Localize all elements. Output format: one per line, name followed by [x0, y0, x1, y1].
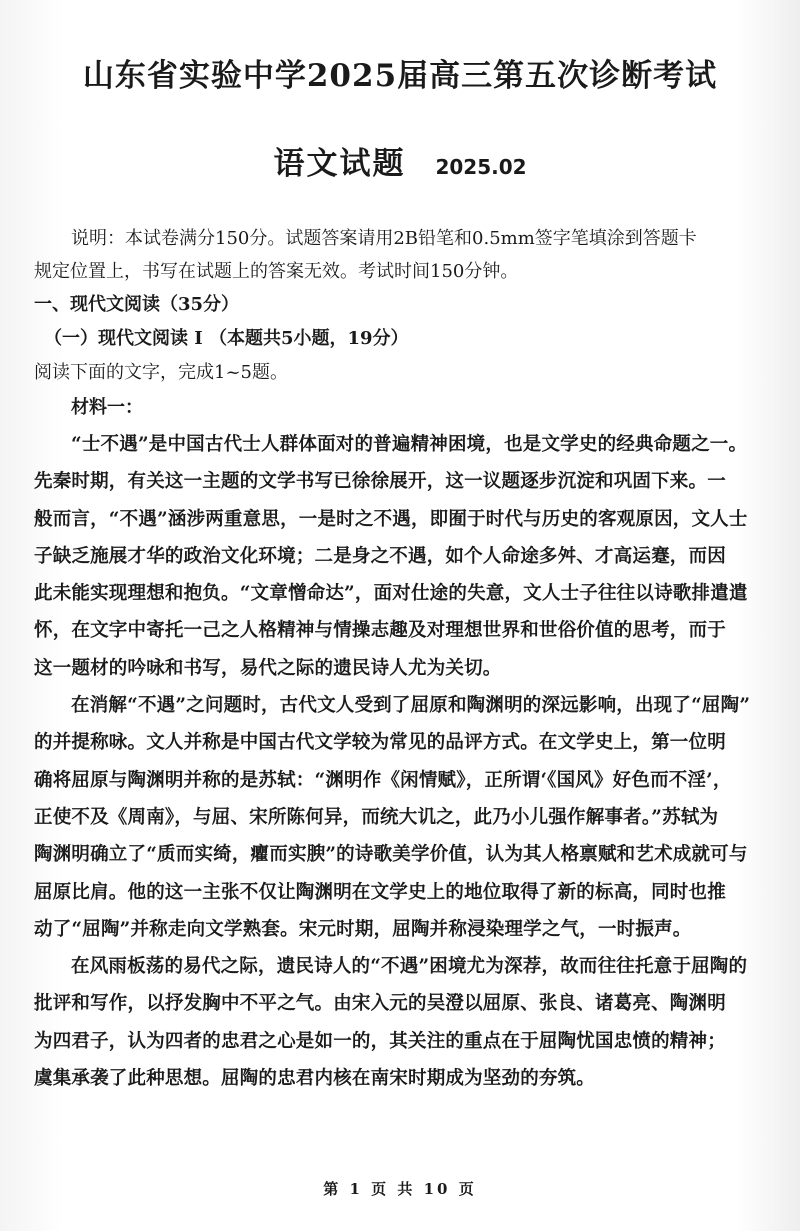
passage-line: 在消解“不遇”之问题时，古代文人受到了屈原和陶渊明的深远影响，出现了“屈陶” — [71, 695, 751, 717]
passage-line: 在风雨板荡的易代之际，遗民诗人的“不遇”困境尤为深荐，故而往往托意于屈陶的 — [71, 956, 748, 978]
passage-line: 这一题材的吟咏和书写，易代之际的遗民诗人尤为关切。 — [34, 657, 502, 679]
task-instruction: 阅读下面的文字，完成1~5题。 — [34, 362, 288, 383]
passage-line: 先秦时期，有关这一主题的文学书写已徐徐展开，这一议题逐步沉淀和巩固下来。一 — [34, 471, 726, 493]
passage-line: 批评和写作，以抒发胸中不平之气。由宋入元的吴澄以屈原、张良、诸葛亮、陶渊明 — [34, 993, 726, 1015]
exam-content — [34, 222, 769, 1097]
subject-title: 语文试题 — [273, 146, 406, 182]
subsection-title: （一）现代文阅读 I （本题共5小题，19分） — [44, 328, 409, 349]
instructions-line: 规定位置上，书写在试题上的答案无效。考试时间150分钟。 — [34, 261, 519, 282]
passage-line: 子缺乏施展才华的政治文化环境；二是身之不遇，如个人命途多舛、才高运蹇，而因 — [34, 545, 726, 567]
passage-line: 正使不及《周南》，与屈、宋所陈何异，而统大讥之，此乃小儿强作解事者。”苏轼为 — [34, 806, 719, 828]
section-title: 一、现代文阅读（35分） — [34, 294, 240, 315]
page-number: 第 1 页 共 10 页 — [323, 1180, 477, 1198]
passage-line: 动了“屈陶”并称走向文学熟套。宋元时期，屈陶并称浸染理学之气，一时振声。 — [34, 918, 692, 940]
exam-title: 山东省实验中学2025届高三第五次诊断考试 — [82, 58, 718, 94]
passage-line: 虞集承袭了此种思想。屈陶的忠君内核在南宋时期成为坚劲的夯筑。 — [34, 1068, 596, 1090]
passage-line: “士不遇”是中国古代士人群体面对的普遍精神困境，也是文学史的经典命题之一。 — [71, 434, 748, 455]
passage-line: 屈原比肩。他的这一主张不仅让陶渊明在文学史上的地位取得了新的标高，同时也推 — [34, 881, 726, 903]
material-label: 材料一： — [71, 397, 143, 418]
subject-line — [0, 138, 800, 183]
passage-line: 此未能实现理想和抱负。“文章憎命达”，面对仕途的失意，文人士子往往以诗歌排遣遣 — [34, 583, 748, 605]
exam-date: 2025.02 — [435, 155, 527, 179]
passage-line: 怀，在文字中寄托一己之人格精神与情操志趣及对理想世界和世俗价值的思考，而于 — [34, 620, 726, 642]
passage-line: 般而言，“不遇”涵涉两重意思，一是时之不遇，即囿于时代与历史的客观原因，文人士 — [34, 508, 748, 530]
passage-line: 确将屈原与陶渊明并称的是苏轼：“渊明作《闲情赋》，正所谓‘《国风》好色而不淫’， — [34, 769, 732, 791]
passage-line: 为四君子，认为四者的忠君之心是如一的，其关注的重点在于屈陶忧国忠愤的精神； — [34, 1030, 726, 1052]
passage-line: 的并提称咏。文人并称是中国古代文学较为常见的品评方式。在文学史上，第一位明 — [34, 732, 726, 754]
instructions-line: 说明：本试卷满分150分。试题答案请用2B铅笔和0.5mm签字笔填涂到答题卡 — [71, 228, 697, 249]
passage-line: 陶渊明确立了“质而实绮，癯而实腴”的诗歌美学价值，认为其人格禀赋和艺术成就可与 — [34, 844, 748, 866]
